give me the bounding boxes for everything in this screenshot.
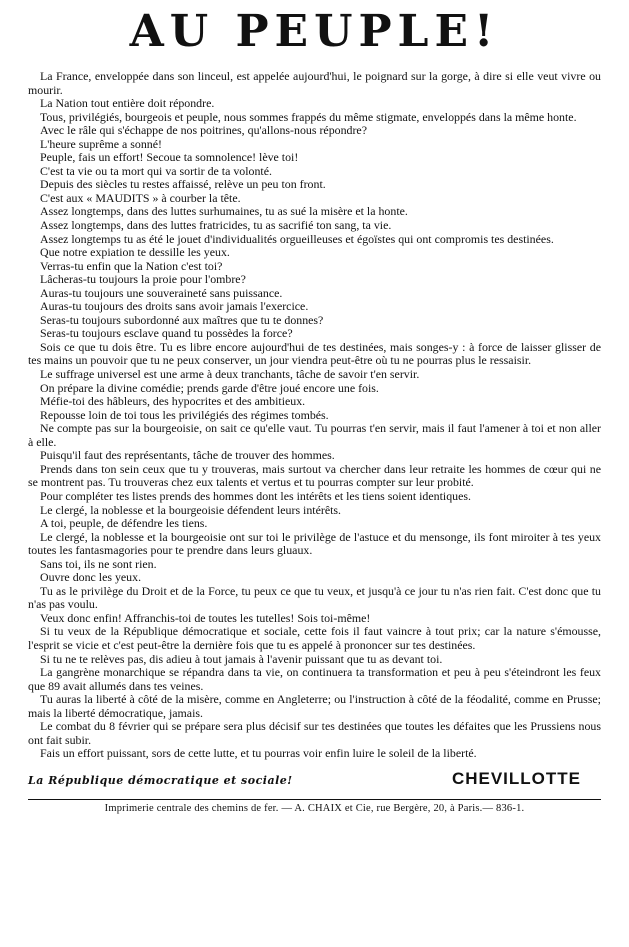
paragraph: La Nation tout entière doit répondre. xyxy=(40,96,215,111)
paragraph: Pour compléter tes listes prends des hommes dont les intérêts et les tiens soient identiques. xyxy=(40,488,471,503)
paragraph: Ne compte pas sur la bourgeoisie, on sait ce qu'elle vaut. Tu pourras t'en servir, mais il faut l'amener à toi et non aller à elle. xyxy=(28,421,601,449)
paragraph: Si tu veux de la République démocratique et sociale, cette fois il faut vaincre à tout prix; car la nature s'émousse, l'esprit se vicie et c'est peut-être la dernière fois que tu es appelé à prononcer sur tes destinées. xyxy=(28,624,601,652)
paragraph: Tu auras la liberté à côté de la misère, comme en Angleterre; ou l'instruction à côté de la féodalité, comme en Prusse; mais la liberté démocratique, jamais. xyxy=(28,692,601,720)
paragraph: Que notre expiation te dessille les yeux. xyxy=(40,245,230,260)
paragraph: Verras-tu enfin que la Nation c'est toi? xyxy=(40,258,223,273)
paragraph: Auras-tu toujours des droits sans avoir jamais l'exercice. xyxy=(40,299,309,314)
paragraph: Le clergé, la noblesse et la bourgeoisie ont sur toi le privilège de l'astuce et du mensonge, ils font miroiter à tes yeux toutes les fantasmagories pour te prendre dans leurs gluaux. xyxy=(28,529,601,558)
paragraph: Ouvre donc les yeux. xyxy=(40,570,142,585)
poster-title: AU PEUPLE! xyxy=(129,6,500,57)
paragraph: Seras-tu toujours esclave quand tu possèdes la force? xyxy=(40,326,293,341)
paragraph: Le combat du 8 février qui se prépare sera plus décisif sur tes destinées que toutes les défaites que les Prussiens nous ont fait subir. xyxy=(28,719,601,747)
paragraph: La France, enveloppée dans son linceul, est appelée aujourd'hui, le poignard sur la gorge, à dire si elle veut vivre ou mourir. xyxy=(28,69,601,97)
paragraph: Assez longtemps, dans des luttes fratricides, tu as sacrifié ton sang, ta vie. xyxy=(40,218,392,233)
paragraph: Assez longtemps tu as été le jouet d'individualités orgueilleuses et égoïstes qui ont compromis tes destinées. xyxy=(40,231,554,246)
paragraph: On prépare la divine comédie; prends garde d'être joué encore une fois. xyxy=(40,380,379,395)
closing-slogan: La République démocratique et sociale! xyxy=(28,773,293,787)
paragraph: Méfie-toi des hâbleurs, des hypocrites et des ambitieux. xyxy=(40,394,306,409)
paragraph: L'heure suprême a sonné! xyxy=(40,136,162,151)
paragraph: Prends dans ton sein ceux que tu y trouveras, mais surtout va chercher dans leur retraite les hommes de cœur qui ne se montrent pas. Tu trouveras chez eux talents et vertus et tu pourras compter sur leur probité. xyxy=(28,461,601,490)
printer-imprint: Imprimerie centrale des chemins de fer. — A. CHAIX et Cie, rue Bergère, 20, à Paris.— 836-1. xyxy=(104,802,525,814)
paragraph: Veux donc enfin! Affranchis-toi de toutes les tutelles! Sois toi-même! xyxy=(40,610,371,625)
paragraph: Le suffrage universel est une arme à deux tranchants, tâche de savoir t'en servir. xyxy=(40,367,420,382)
paragraph: Seras-tu toujours subordonné aux maîtres que tu te donnes? xyxy=(40,312,324,327)
paragraph: Lâcheras-tu toujours la proie pour l'ombre? xyxy=(40,272,246,287)
paragraph: Sans toi, ils ne sont rien. xyxy=(40,556,157,571)
proclamation-body xyxy=(28,70,601,761)
paragraph: Auras-tu toujours une souveraineté sans puissance. xyxy=(40,285,283,300)
paragraph: Le clergé, la noblesse et la bourgeoisie défendent leurs intérêts. xyxy=(40,502,342,517)
paragraph: Repousse loin de toi tous les privilégiés des régimes tombés. xyxy=(40,407,329,422)
paragraph: Puisqu'il faut des représentants, tâche de trouver des hommes. xyxy=(40,448,335,463)
paragraph: La gangrène monarchique se répandra dans ta vie, on continuera ta transformation et peu à peu s'éteindront les feux que 89 avait allumés dans tes veines. xyxy=(28,665,601,693)
paragraph: Avec le râle qui s'échappe de nos poitrines, qu'allons-nous répondre? xyxy=(40,123,367,138)
paragraph: Fais un effort puissant, sors de cette lutte, et tu pourras voir enfin luire le soleil de la liberté. xyxy=(40,746,477,761)
paragraph: Peuple, fais un effort! Secoue ta somnolence! lève toi! xyxy=(40,150,299,165)
paragraph: C'est ta vie ou ta mort qui va sortir de ta volonté. xyxy=(40,163,272,178)
divider xyxy=(28,799,601,800)
paragraph: Si tu ne te relèves pas, dis adieu à tout jamais à l'avenir puissant que tu as devant toi. xyxy=(40,651,443,666)
paragraph: Tu as le privilège du Droit et de la Force, tu peux ce que tu veux, et jusqu'à ce jour tu n'as rien fait. C'est donc que tu n'as pas voulu. xyxy=(28,583,601,612)
paragraph: C'est aux « MAUDITS » à courber la tête. xyxy=(40,190,241,205)
paragraph: Depuis des siècles tu restes affaissé, relève un peu ton front. xyxy=(40,177,326,192)
paragraph: Assez longtemps, dans des luttes surhumaines, tu as sué la misère et la honte. xyxy=(40,204,408,219)
paragraph: Sois ce que tu dois être. Tu es libre encore aujourd'hui de tes destinées, mais songes-y : à force de laisser glisser de tes mains un pouvoir que tu ne peux conserver, un jour viendra peut-être où tu ne pourras plus le ressaisir. xyxy=(28,339,601,368)
paragraph: Tous, privilégiés, bourgeois et peuple, nous sommes frappés du même stigmate, enveloppés dans la même honte. xyxy=(40,109,577,124)
closing-line xyxy=(28,769,601,789)
signature: CHEVILLOTTE xyxy=(451,768,581,788)
paragraph: A toi, peuple, de défendre les tiens. xyxy=(40,516,208,531)
